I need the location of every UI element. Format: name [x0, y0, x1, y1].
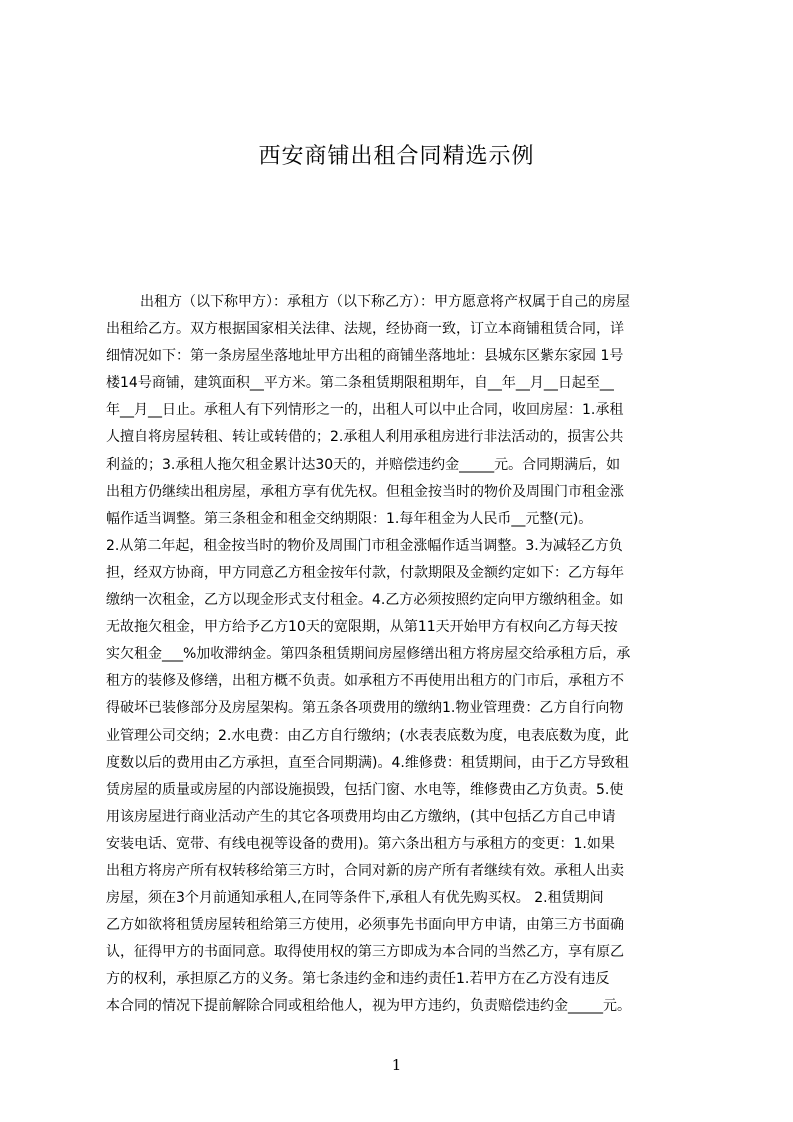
text-line: 出租方（以下称甲方）：承租方（以下称乙方）：甲方愿意将产权属于自己的房屋: [140, 294, 630, 310]
text-line: 细情况如下：第一条房屋坐落地址甲方出租的商铺坐落地址：县城东区紫东家园 1号: [106, 348, 624, 365]
text-line: 得破坏已装修部分及房屋架构。第五条各项费用的缴纳1.物业管理费：乙方自行向物: [106, 700, 624, 717]
text-line: 无故拖欠租金，甲方给予乙方10天的宽限期，从第11天开始甲方有权向乙方每天按: [106, 619, 618, 636]
text-line: 实欠租金___%加收滞纳金。第四条租赁期间房屋修缮出租方将房屋交给承租方后，承: [106, 646, 631, 663]
text-line: 年__月__日止。承租人有下列情形之一的，出租人可以中止合同，收回房屋：1.承租: [106, 402, 624, 419]
text-line: 租方的装修及修缮，出租方概不负责。如承租方不再使用出租方的门市后，承租方不: [106, 673, 624, 690]
text-line: 房屋，须在3个月前通知承租人,在同等条件下,承租人有优先购买权。 2.租赁期间: [106, 890, 604, 907]
contract-body: [106, 289, 706, 1021]
text-line: 出租方将房产所有权转移给第三方时，合同对新的房产所有者继续有效。承租人出卖: [106, 862, 624, 879]
text-line: 赁房屋的质量或房屋的内部设施损毁，包括门窗、水电等，维修费由乙方负责。5.使: [106, 781, 624, 798]
text-line: 安装电话、宽带、有线电视等设备的费用)。第六条出租方与承租方的变更：1.如果: [106, 835, 615, 852]
text-line: 出租给乙方。双方根据国家相关法律、法规，经协商一致，订立本商铺租赁合同，详: [106, 321, 624, 338]
text-line: 担，经双方协商，甲方同意乙方租金按年付款，付款期限及金额约定如下：乙方每年: [106, 564, 624, 581]
text-line: 用该房屋进行商业活动产生的其它各项费用均由乙方缴纳，(其中包括乙方自己申请: [106, 808, 616, 825]
text-line: 幅作适当调整。第三条租金和租金交纳期限：1.每年租金为人民币__元整(元)。: [106, 510, 593, 527]
text-line: 业管理公司交纳；2.水电费：由乙方自行缴纳；(水表表底数为度，电表底数为度，此: [106, 727, 629, 744]
text-line: 人擅自将房屋转租、转让或转借的；2.承租人利用承租房进行非法活动的，损害公共: [106, 429, 624, 446]
text-line: 本合同的情况下提前解除合同或租给他人，视为甲方违约，负责赔偿违约金_____元。: [106, 998, 631, 1015]
page-number: 1: [391, 1056, 402, 1074]
text-line: 出租方仍继续出租房屋，承租方享有优先权。但租金按当时的物价及周围门市租金涨: [106, 483, 624, 500]
text-line: 乙方如欲将租赁房屋转租给第三方使用，必须事先书面向甲方申请，由第三方书面确: [106, 917, 624, 934]
text-line: 方的权利，承担原乙方的义务。第七条违约金和违约责任1.若甲方在乙方没有违反: [106, 971, 610, 988]
text-line: 度数以后的费用由乙方承担，直至合同期满)。4.维修费：租赁期间，由于乙方导致租: [106, 754, 629, 771]
text-line: 利益的；3.承租人拖欠租金累计达30天的，并赔偿违约金_____元。合同期满后，如: [106, 456, 621, 473]
text-line: 认，征得甲方的书面同意。取得使用权的第三方即成为本合同的当然乙方，享有原乙: [106, 944, 624, 961]
text-line: 2.从第二年起，租金按当时的物价及周围门市租金涨幅作适当调整。3.为减轻乙方负: [106, 537, 623, 554]
document-title: 西安商铺出租合同精选示例: [258, 144, 535, 169]
text-line: 缴纳一次租金，乙方以现金形式支付租金。4.乙方必须按照约定向甲方缴纳租金。如: [106, 592, 624, 609]
text-line: 楼14号商铺，建筑面积__平方米。第二条租赁期限租期年，自__年__月__日起至__: [106, 375, 614, 392]
